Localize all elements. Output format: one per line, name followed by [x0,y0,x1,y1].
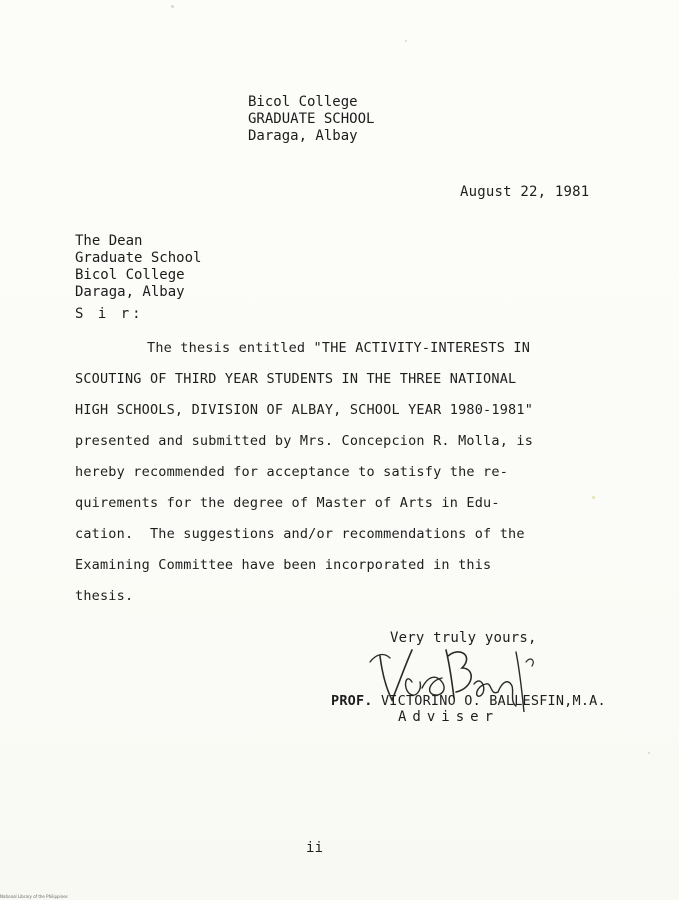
recipient-location: Daraga, Albay [75,284,185,300]
body-line: cation. The suggestions and/or recommendations of the [75,526,525,542]
recipient-institution: Bicol College [75,267,185,283]
signer-name-line [331,693,606,709]
recipient-address [75,233,201,301]
complimentary-close: Very truly yours, [390,630,537,646]
recipient-office: Graduate School [75,250,202,266]
archive-footer: National Library of the Philippines [0,894,68,899]
body-line: hereby recommended for acceptance to satisfy the re- [75,464,509,480]
page-number: ii [306,840,324,856]
body-line: The thesis entitled "THE ACTIVITY-INTERESTS IN [147,340,531,356]
paper-speck [171,5,174,8]
body-line: HIGH SCHOOLS, DIVISION OF ALBAY, SCHOOL YEAR 1980-1981" [75,402,534,418]
signer-role: Adviser [398,709,500,725]
body-line: presented and submitted by Mrs. Concepcion R. Molla, is [75,433,534,449]
body-line: SCOUTING OF THIRD YEAR STUDENTS IN THE THREE NATIONAL [75,371,517,387]
letterhead [248,94,398,145]
recipient-title: The Dean [75,233,143,249]
signer-name: VICTORINO O. BALLESFIN,M.A. [380,693,606,709]
body-line: Examining Committee have been incorporated in this [75,557,492,573]
letterhead-institution: Bicol College [248,94,358,110]
paper-speck [592,496,595,499]
letterhead-school: GRADUATE SCHOOL [248,111,375,127]
letterhead-location: Daraga, Albay [248,128,358,144]
paper-speck [648,752,650,754]
body-line: thesis. [75,588,134,604]
paper-speck [405,40,407,42]
body-line: quirements for the degree of Master of Arts in Edu- [75,495,500,511]
letter-date: August 22, 1981 [460,184,590,200]
salutation: S i r: [75,306,144,322]
signer-title: PROF. [331,693,373,709]
